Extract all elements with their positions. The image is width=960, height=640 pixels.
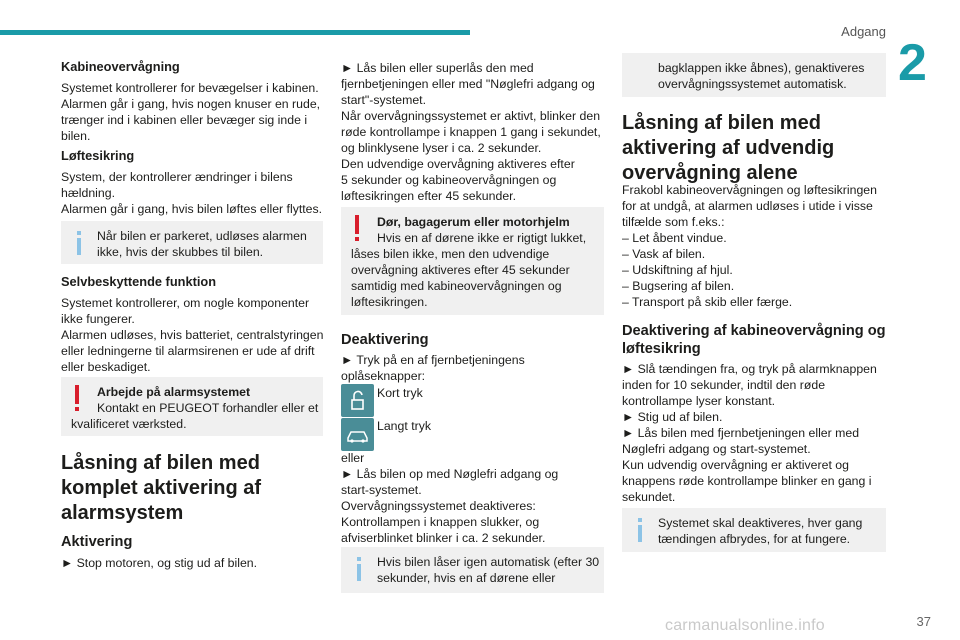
paragraph-selvbeskyttende: Systemet kontrollerer, om nogle komponenter ikke fungerer. Alarmen udløses, hvis batteriet, centralstyringen eller ledningerne til alarmsirenen er ude af drift eller beskadiget. <box>61 296 324 374</box>
page-number: 37 <box>916 614 931 629</box>
paragraph-deaktivering-2: eller ► Lås bilen op med Nøglefri adgang og start-systemet. Overvågningssystemet deaktiveres: Kontrollampen i knappen slukker, og afviserblinket blinker i ca. 2 sekunder. <box>341 451 559 545</box>
warning-box-doors: Dør, bagagerum eller motorhjelm Hvis en af dørene ikke er rigtigt lukket, låses bilen ikke, men den udvendige overvågning aktiveres efter 45 sekunder samtidig med kabineovervågningen og løftesikringen. <box>341 207 604 315</box>
section-title-komplet-aktivering: Låsning af bilen med komplet aktivering af alarmsystem <box>61 452 262 524</box>
chapter-title: Adgang <box>841 24 886 39</box>
info-box-deactivate: Systemet skal deaktiveres, hver gang tændingen afbrydes, for at fungere. <box>622 508 886 552</box>
info-icon <box>352 557 366 581</box>
paragraph-deaktivering: ► Tryk på en af fjernbetjeningens oplåseknapper: <box>341 353 525 383</box>
warning-icon <box>352 215 362 241</box>
paragraph-udvendig-intro: Frakobl kabineovervågningen og løftesikringen for at undgå, at alarmen udløses i utide i visse tilfælde som f.eks.: – Let åbent vindue. – Vask af bilen. – Udskiftning af hjul. – Bugsering af bilen. – Transport på skib eller færge. <box>622 183 877 309</box>
chapter-number: 2 <box>898 34 927 92</box>
heading-aktivering: Aktivering <box>61 534 133 550</box>
key-short-press-label: Kort tryk <box>377 386 423 400</box>
paragraph-lock-intro: ► Lås bilen eller superlås den med fjernbetjeningen eller med "Nøglefri adgang og start"-systemet. Når overvågningssystemet er aktivt, blinker den røde kontrollampe i knappen 1 gang i sekundet, og blinklysene lyser i ca. 2 sekunder. Den udvendige overvågning aktiveres efter 5 sekunder og kabineovervågningen og løftesikringen efter 45 sekunder. <box>341 61 601 203</box>
paragraph-deaktivering-kabine: ► Slå tændingen fra, og tryk på alarmknappen inden for 10 sekunder, indtil den røde kontrollampe lyser konstant. ► Stig ud af bilen. ► Lås bilen med fjernbetjeningen eller med Nøglefri adgang og start-systemet. Kun udvendig overvågning er aktiveret og knappens røde kontrollampe blinker en gang i sekundet. <box>622 362 877 504</box>
heading-loftesikring: Løftesikring <box>61 148 135 163</box>
unlock-icon <box>341 384 374 417</box>
info-box-auto-relock-cont: bagklappen ikke åbnes), genaktiveres overvågningssystemet automatisk. <box>622 53 886 97</box>
section-title-udvendig-overvagning: Låsning af bilen med aktivering af udvendig overvågning alene <box>622 112 835 184</box>
heading-deaktivering: Deaktivering <box>341 332 429 348</box>
car-icon <box>341 418 374 451</box>
paragraph-aktivering: ► Stop motoren, og stig ud af bilen. <box>61 556 258 570</box>
heading-deaktivering-kabine: Deaktivering af kabineovervågning og løftesikring <box>622 323 886 357</box>
key-long-press-label: Langt tryk <box>377 419 431 433</box>
heading-kabineovervagning: Kabineovervågning <box>61 59 180 74</box>
info-box-auto-relock: Hvis bilen låser igen automatisk (efter 30 sekunder, hvis en af dørene eller <box>341 547 604 593</box>
paragraph-kabineovervagning: Systemet kontrollerer for bevægelser i kabinen. Alarmen går i gang, hvis nogen knuser en rude, trænger ind i kabinen eller bevæger sig inde i bilen. <box>61 81 321 143</box>
info-icon <box>633 518 647 542</box>
info-box-parked: Når bilen er parkeret, udløses alarmen ikke, hvis der skubbes til bilen. <box>61 221 323 264</box>
paragraph-loftesikring: System, der kontrollerer ændringer i bilens hældning. Alarmen går i gang, hvis bilen løftes eller flyttes. <box>61 170 323 216</box>
info-icon <box>72 231 86 255</box>
watermark: carmanualsonline.info <box>665 617 825 634</box>
warning-icon <box>72 385 82 411</box>
warning-box-alarm-work: Arbejde på alarmsystemet Kontakt en PEUGEOT forhandler eller et kvalificeret værksted. <box>61 377 323 436</box>
header-accent-bar <box>0 30 470 35</box>
heading-selvbeskyttende: Selvbeskyttende funktion <box>61 274 217 289</box>
